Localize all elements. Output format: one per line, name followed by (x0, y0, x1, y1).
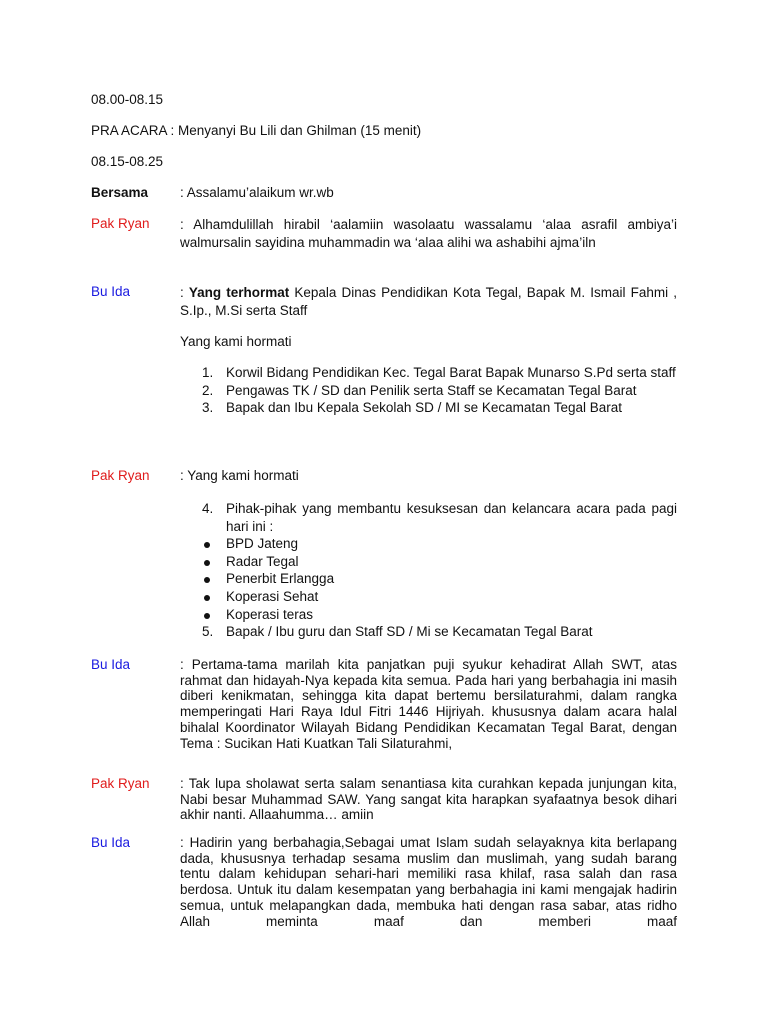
bersama-text: : Assalamu’alaikum wr.wb (180, 185, 334, 200)
list-item (180, 364, 677, 382)
list-item (180, 500, 677, 535)
bullet-text: Koperasi Sehat (226, 588, 319, 604)
bullet-text: Koperasi teras (226, 606, 314, 622)
ida1-text: Kepala Dinas Pendidikan Kota Tegal, Bapak M. Ismail Fahmi , S.Ip., M.Si serta Staff (180, 285, 677, 318)
ryan2-list (180, 500, 677, 641)
bullet-dot-icon (204, 595, 210, 601)
list-item-text: Korwil Bidang Pendidikan Kec. Tegal Barat Bapak Munarso S.Pd serta staff (226, 365, 676, 380)
bullet-text: Radar Tegal (226, 553, 299, 569)
bullet-item (180, 553, 677, 571)
list-number: 4. (202, 501, 214, 516)
ryan3-text: : Tak lupa sholawat serta salam senantiasa kita curahkan kepada junjungan kita, Nabi besar Muhammad SAW. Yang sangat kita harapkan syafaatnya besok dihari akhir nanti. Allaahumma… amiin (180, 776, 677, 823)
bullet-item (180, 588, 677, 606)
list-item (180, 382, 677, 400)
list-number: 2. (202, 382, 214, 398)
list-number: 1. (202, 365, 214, 380)
ida2-text: : Pertama-tama marilah kita panjatkan puji syukur kehadirat Allah SWT, atas rahmat dan hidayah-Nya kepada kita semua. Pada hari yang berbahagia ini masih diberi kenikmatan, sehingga kita dapat bertemu bersilaturahmi, dalam rangka memperingati Hari Raya Idul Fitri 1446 Hijriyah. khususnya dalam acara halal bihalal Koordinator Wilayah Bidang Pendidikan Kecamatan Tegal Barat, dengan Tema : Sucikan Hati Kuatkan Tali Silaturahmi, (180, 657, 677, 751)
speaker-bu-ida: Bu Ida (91, 284, 131, 299)
list-item-text: Pengawas TK / SD dan Penilik serta Staff se Kecamatan Tegal Barat (226, 382, 637, 398)
speaker-bu-ida: Bu Ida (91, 657, 131, 672)
ida1-bold-text: Yang terhormat (188, 285, 290, 300)
bullet-text: BPD Jateng (226, 536, 299, 552)
time-slot-1: 08.00-08.15 (91, 92, 164, 107)
list-number: 5. (202, 624, 214, 640)
bullet-item (180, 570, 677, 588)
bullet-text: Penerbit Erlangga (226, 571, 335, 587)
ryan2-text: : Yang kami hormati (180, 468, 299, 483)
list-item (180, 399, 677, 417)
ida1-colon: : (180, 285, 189, 300)
ida1-list (180, 364, 677, 417)
bullet-dot-icon (204, 613, 210, 619)
list-item-text: Bapak / Ibu guru dan Staff SD / Mi se Kecamatan Tegal Barat (226, 624, 593, 640)
ida1-sub: Yang kami hormati (180, 334, 292, 349)
list-item-text: Bapak dan Ibu Kepala Sekolah SD / MI se Kecamatan Tegal Barat (226, 400, 622, 416)
bullet-item (180, 606, 677, 624)
bullet-dot-icon (204, 542, 210, 548)
speaker-pak-ryan: Pak Ryan (91, 468, 150, 483)
list-item (180, 623, 677, 641)
bullet-item (180, 535, 677, 553)
time-slot-2: 08.15-08.25 (91, 154, 164, 169)
ryan1-text: : Alhamdulillah hirabil ‘aalamiin wasolaatu wassalamu ‘alaa asrafil ambiya’i walmursalin sayidina muhammadin wa ‘alaa alihi wa ashabihi ajma’iln (180, 217, 677, 250)
ida3-text: : Hadirin yang berbahagia,Sebagai umat Islam sudah selayaknya kita berlapang dada, khususnya terhadap sesama muslim dan muslimah, yang sudah barang tentu dalam kehidupan sehari-hari memiliki rasa khilaf, rasa salah dan rasa berdosa. Untuk itu dalam kesempatan yang berbahagia ini kami mengajak hadirin semua, untuk melapangkan dada, membuka hati dengan rasa sabar, atas ridho Allah meminta maaf dan memberi maaf (180, 835, 677, 929)
list-item-text: Pihak-pihak yang membantu kesuksesan dan kelancara acara pada pagi hari ini : (226, 501, 677, 534)
speaker-bu-ida: Bu Ida (91, 835, 131, 850)
bullet-dot-icon (204, 560, 210, 566)
list-number: 3. (202, 400, 214, 416)
speaker-bersama: Bersama (91, 185, 149, 200)
bullet-dot-icon (204, 577, 210, 583)
pra-acara-line: PRA ACARA : Menyanyi Bu Lili dan Ghilman (15 menit) (91, 123, 422, 138)
ida1-paragraph (180, 284, 677, 319)
speaker-pak-ryan: Pak Ryan (91, 776, 150, 791)
speaker-pak-ryan: Pak Ryan (91, 216, 150, 231)
